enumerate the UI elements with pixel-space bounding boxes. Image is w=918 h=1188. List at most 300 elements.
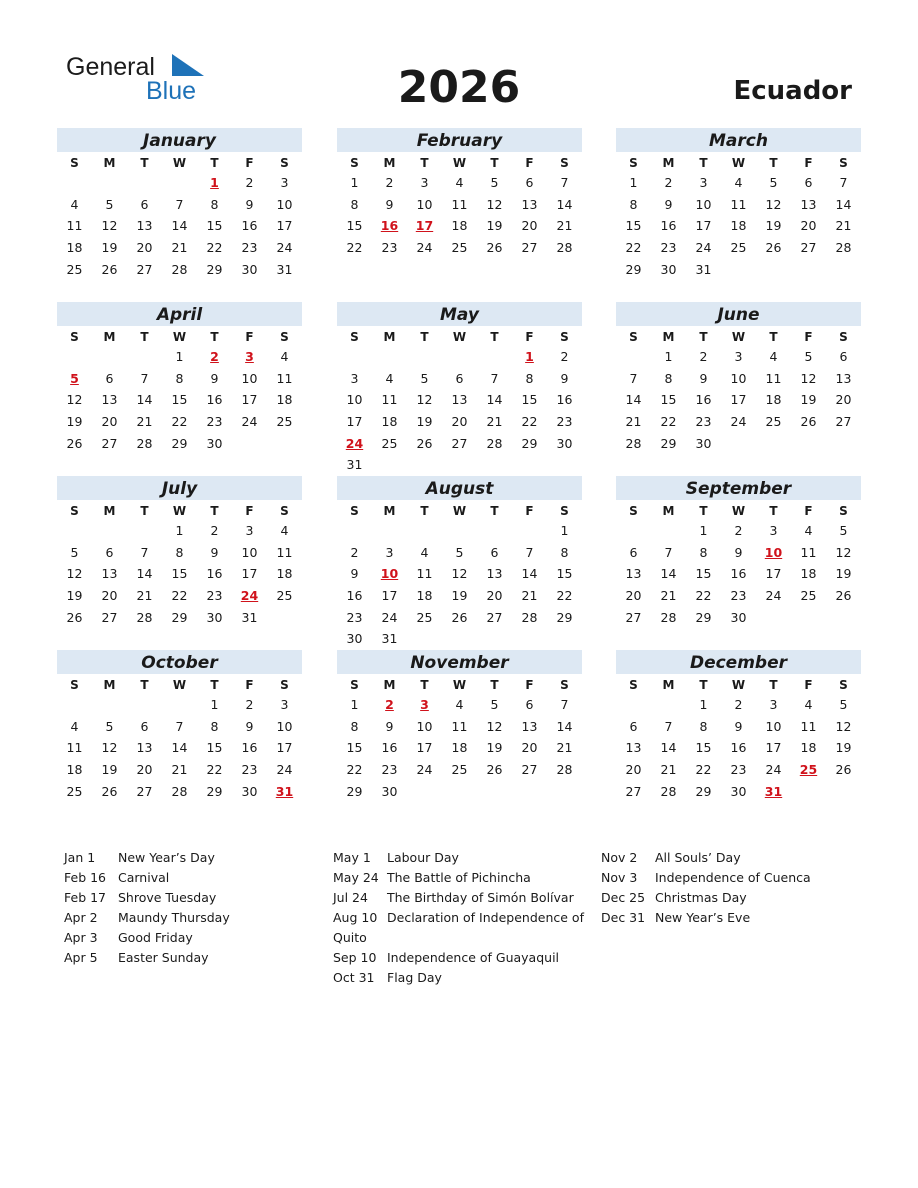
day-cell: 26 [101, 783, 118, 799]
day-cell: 7 [175, 718, 184, 734]
day-cell: 24 [276, 240, 293, 256]
day-cell: 1 [350, 697, 359, 712]
day-cell: 15 [346, 218, 363, 234]
weekday-header: S [280, 678, 289, 692]
day-cell: 12 [66, 566, 83, 582]
day-cell: 15 [171, 392, 188, 408]
day-cell: 11 [765, 370, 782, 386]
day-cell: 22 [346, 240, 363, 256]
day-cell: 19 [835, 566, 852, 582]
day-cell: 9 [245, 718, 254, 734]
weekday-header: S [280, 504, 289, 518]
empty-cell [57, 172, 92, 194]
month-title: June [616, 302, 861, 326]
month-title: October [57, 650, 302, 674]
weekday-header: S [70, 156, 79, 170]
holiday-date: Aug 10 [333, 910, 378, 925]
day-cell: 2 [734, 697, 743, 712]
day-cell: 5 [769, 175, 778, 190]
month-march [616, 128, 861, 280]
empty-cell [442, 346, 477, 368]
holiday-row [601, 868, 861, 888]
day-cell: 24 [765, 762, 782, 778]
day-cell: 4 [280, 523, 289, 538]
day-cell: 12 [101, 740, 118, 756]
day-cell: 7 [140, 370, 149, 386]
month-day-grid [616, 152, 861, 280]
weekday-header: F [525, 678, 534, 692]
holiday-date: Apr 2 [64, 910, 98, 925]
holiday-day-cell: 24 [240, 588, 259, 604]
weekday-header: M [103, 156, 116, 170]
day-cell: 16 [660, 218, 677, 234]
empty-cell [616, 694, 651, 716]
day-cell: 16 [206, 566, 223, 582]
weekday-header: T [420, 156, 429, 170]
holiday-day-cell: 17 [415, 218, 434, 234]
day-cell: 4 [769, 349, 778, 364]
day-cell: 18 [66, 240, 83, 256]
weekday-header: S [839, 504, 848, 518]
day-cell: 21 [835, 218, 852, 234]
day-cell: 25 [416, 609, 433, 625]
day-cell: 31 [695, 261, 712, 277]
day-cell: 21 [486, 414, 503, 430]
day-cell: 27 [521, 240, 538, 256]
day-cell: 9 [664, 196, 673, 212]
weekday-header: W [452, 156, 467, 170]
day-cell: 10 [241, 370, 258, 386]
month-title: May [337, 302, 582, 326]
day-cell: 13 [800, 196, 817, 212]
month-may [337, 302, 582, 476]
day-cell: 23 [381, 240, 398, 256]
weekday-header: S [560, 678, 569, 692]
day-cell: 27 [486, 609, 503, 625]
day-cell: 10 [276, 718, 293, 734]
day-cell: 28 [660, 783, 677, 799]
day-cell: 12 [765, 196, 782, 212]
weekday-header: W [172, 678, 187, 692]
holiday-day-cell: 3 [420, 697, 429, 712]
weekday-header: S [839, 330, 848, 344]
day-cell: 7 [560, 175, 569, 190]
day-cell: 11 [66, 740, 83, 756]
holiday-date: Sep 10 [333, 950, 377, 965]
holiday-day-cell: 1 [525, 349, 534, 364]
holiday-date: Oct 31 [333, 970, 375, 985]
holiday-name: Independence of Cuenca [655, 870, 811, 885]
day-cell: 29 [206, 261, 223, 277]
day-cell: 13 [521, 196, 538, 212]
weekday-header: T [210, 156, 219, 170]
month-day-grid [616, 326, 861, 454]
weekday-header: M [103, 330, 116, 344]
day-cell: 11 [800, 718, 817, 734]
day-cell: 11 [730, 196, 747, 212]
weekday-header: T [140, 678, 149, 692]
day-cell: 28 [171, 261, 188, 277]
day-cell: 5 [839, 697, 848, 712]
day-cell: 15 [660, 392, 677, 408]
weekday-header: S [839, 678, 848, 692]
day-cell: 12 [486, 196, 503, 212]
day-cell: 24 [730, 414, 747, 430]
month-day-grid [337, 674, 582, 802]
day-cell: 17 [730, 392, 747, 408]
weekday-header: S [70, 330, 79, 344]
day-cell: 10 [765, 718, 782, 734]
day-cell: 19 [451, 588, 468, 604]
weekday-header: S [629, 678, 638, 692]
day-cell: 16 [730, 740, 747, 756]
holiday-row [333, 928, 593, 948]
weekday-header: M [662, 678, 675, 692]
empty-cell [372, 520, 407, 542]
day-cell: 10 [730, 370, 747, 386]
empty-cell [616, 520, 651, 542]
day-cell: 7 [629, 370, 638, 386]
day-cell: 20 [800, 218, 817, 234]
month-title: December [616, 650, 861, 674]
weekday-header: T [140, 504, 149, 518]
day-cell: 6 [629, 718, 638, 734]
weekday-header: F [245, 678, 254, 692]
day-cell: 1 [699, 697, 708, 712]
empty-cell [407, 346, 442, 368]
holiday-row [601, 848, 861, 868]
holiday-date: May 24 [333, 870, 379, 885]
day-cell: 21 [556, 740, 573, 756]
day-cell: 4 [804, 523, 813, 538]
day-cell: 29 [171, 435, 188, 451]
day-cell: 6 [140, 196, 149, 212]
day-cell: 22 [206, 762, 223, 778]
month-october [57, 650, 302, 802]
day-cell: 19 [765, 218, 782, 234]
day-cell: 20 [451, 414, 468, 430]
weekday-header: M [383, 330, 396, 344]
day-cell: 20 [521, 740, 538, 756]
month-title: July [57, 476, 302, 500]
day-cell: 19 [66, 588, 83, 604]
day-cell: 18 [800, 740, 817, 756]
holiday-day-cell: 2 [385, 697, 394, 712]
weekday-header: W [172, 504, 187, 518]
month-title: April [57, 302, 302, 326]
day-cell: 18 [765, 392, 782, 408]
weekday-header: T [140, 156, 149, 170]
weekday-header: M [383, 156, 396, 170]
day-cell: 5 [105, 196, 114, 212]
month-day-grid [57, 152, 302, 280]
day-cell: 8 [350, 718, 359, 734]
day-cell: 21 [171, 762, 188, 778]
day-cell: 21 [660, 762, 677, 778]
day-cell: 19 [66, 414, 83, 430]
weekday-header: T [420, 678, 429, 692]
weekday-header: T [699, 678, 708, 692]
holiday-name: Maundy Thursday [118, 910, 230, 925]
day-cell: 13 [521, 718, 538, 734]
day-cell: 15 [695, 740, 712, 756]
holiday-row [64, 848, 324, 868]
day-cell: 19 [835, 740, 852, 756]
day-cell: 15 [556, 566, 573, 582]
day-cell: 6 [490, 544, 499, 560]
day-cell: 20 [136, 762, 153, 778]
day-cell: 18 [800, 566, 817, 582]
day-cell: 17 [416, 740, 433, 756]
weekday-header: M [103, 678, 116, 692]
holiday-row [333, 888, 593, 908]
day-cell: 4 [385, 370, 394, 386]
weekday-header: S [560, 156, 569, 170]
empty-cell [337, 346, 372, 368]
empty-cell [162, 694, 197, 716]
holiday-day-cell: 2 [210, 349, 219, 364]
day-cell: 14 [660, 566, 677, 582]
empty-cell [407, 520, 442, 542]
day-cell: 3 [420, 175, 429, 190]
day-cell: 3 [769, 697, 778, 712]
day-cell: 17 [381, 588, 398, 604]
day-cell: 8 [560, 544, 569, 560]
holiday-date: Apr 3 [64, 930, 98, 945]
day-cell: 23 [660, 240, 677, 256]
day-cell: 22 [171, 588, 188, 604]
weekday-header: M [662, 504, 675, 518]
day-cell: 18 [451, 740, 468, 756]
day-cell: 2 [245, 697, 254, 712]
holiday-day-cell: 5 [70, 370, 79, 386]
month-title: January [57, 128, 302, 152]
weekday-header: S [350, 504, 359, 518]
day-cell: 16 [381, 740, 398, 756]
holiday-name: New Year’s Eve [655, 910, 751, 925]
empty-cell [372, 346, 407, 368]
empty-cell [477, 346, 512, 368]
day-cell: 21 [171, 240, 188, 256]
day-cell: 19 [486, 218, 503, 234]
holiday-day-cell: 16 [380, 218, 399, 234]
day-cell: 25 [66, 783, 83, 799]
holiday-column [333, 848, 593, 988]
day-cell: 21 [136, 414, 153, 430]
holiday-row [601, 908, 861, 928]
day-cell: 24 [765, 588, 782, 604]
day-cell: 20 [521, 218, 538, 234]
day-cell: 20 [486, 588, 503, 604]
weekday-header: F [245, 156, 254, 170]
month-february [337, 128, 582, 259]
day-cell: 17 [241, 392, 258, 408]
month-title: August [337, 476, 582, 500]
day-cell: 1 [350, 175, 359, 190]
day-cell: 23 [730, 588, 747, 604]
day-cell: 21 [660, 588, 677, 604]
holiday-row [64, 868, 324, 888]
day-cell: 28 [171, 783, 188, 799]
empty-cell [616, 346, 651, 368]
day-cell: 5 [455, 544, 464, 560]
weekday-header: M [383, 504, 396, 518]
holiday-name: Good Friday [118, 930, 193, 945]
month-day-grid [337, 152, 582, 259]
day-cell: 9 [734, 718, 743, 734]
day-cell: 15 [206, 218, 223, 234]
day-cell: 5 [490, 697, 499, 712]
holiday-column [601, 848, 861, 928]
day-cell: 16 [695, 392, 712, 408]
day-cell: 26 [101, 261, 118, 277]
day-cell: 24 [695, 240, 712, 256]
day-cell: 27 [800, 240, 817, 256]
day-cell: 20 [136, 240, 153, 256]
day-cell: 17 [765, 566, 782, 582]
day-cell: 22 [171, 414, 188, 430]
day-cell: 12 [800, 370, 817, 386]
holiday-name: All Souls’ Day [655, 850, 741, 865]
day-cell: 1 [699, 523, 708, 538]
day-cell: 18 [276, 566, 293, 582]
month-september [616, 476, 861, 628]
day-cell: 11 [276, 544, 293, 560]
weekday-header: M [383, 678, 396, 692]
day-cell: 10 [416, 196, 433, 212]
day-cell: 9 [385, 718, 394, 734]
day-cell: 22 [625, 240, 642, 256]
day-cell: 26 [486, 240, 503, 256]
day-cell: 30 [206, 609, 223, 625]
day-cell: 1 [210, 697, 219, 712]
weekday-header: S [629, 330, 638, 344]
weekday-header: F [525, 156, 534, 170]
day-cell: 7 [664, 718, 673, 734]
weekday-header: S [70, 504, 79, 518]
day-cell: 29 [695, 609, 712, 625]
day-cell: 2 [210, 523, 219, 538]
empty-cell [92, 346, 127, 368]
day-cell: 13 [101, 566, 118, 582]
day-cell: 15 [625, 218, 642, 234]
day-cell: 10 [416, 718, 433, 734]
holiday-row [333, 848, 593, 868]
day-cell: 12 [835, 544, 852, 560]
day-cell: 2 [560, 349, 569, 364]
year-title: 2026 [397, 62, 521, 113]
holiday-name: Easter Sunday [118, 950, 209, 965]
day-cell: 8 [210, 196, 219, 212]
holiday-date: Quito [333, 930, 367, 945]
empty-cell [651, 520, 686, 542]
month-june [616, 302, 861, 454]
day-cell: 3 [734, 349, 743, 364]
day-cell: 4 [70, 196, 79, 212]
day-cell: 9 [699, 370, 708, 386]
day-cell: 12 [451, 566, 468, 582]
day-cell: 8 [175, 544, 184, 560]
calendar-header [0, 0, 918, 120]
day-cell: 7 [175, 196, 184, 212]
month-title: March [616, 128, 861, 152]
holiday-day-cell: 3 [245, 349, 254, 364]
day-cell: 25 [765, 414, 782, 430]
weekday-header: S [839, 156, 848, 170]
empty-cell [162, 172, 197, 194]
day-cell: 17 [276, 218, 293, 234]
weekday-header: W [731, 504, 746, 518]
day-cell: 28 [136, 435, 153, 451]
day-cell: 8 [525, 370, 534, 386]
day-cell: 8 [664, 370, 673, 386]
weekday-header: W [172, 156, 187, 170]
day-cell: 22 [660, 414, 677, 430]
day-cell: 21 [556, 218, 573, 234]
day-cell: 28 [556, 762, 573, 778]
holiday-row [64, 908, 324, 928]
holiday-column [64, 848, 324, 968]
day-cell: 9 [210, 544, 219, 560]
weekday-header: T [769, 156, 778, 170]
month-day-grid [337, 326, 582, 476]
day-cell: 3 [350, 370, 359, 386]
holiday-date: Feb 16 [64, 870, 107, 885]
day-cell: 16 [206, 392, 223, 408]
empty-cell [442, 520, 477, 542]
day-cell: 18 [730, 218, 747, 234]
weekday-header: T [769, 504, 778, 518]
day-cell: 11 [66, 218, 83, 234]
holiday-row [64, 888, 324, 908]
month-day-grid [337, 500, 582, 650]
day-cell: 17 [346, 414, 363, 430]
day-cell: 7 [490, 370, 499, 386]
holiday-row [333, 948, 593, 968]
day-cell: 30 [346, 631, 363, 647]
day-cell: 7 [140, 544, 149, 560]
day-cell: 28 [556, 240, 573, 256]
day-cell: 25 [730, 240, 747, 256]
day-cell: 6 [105, 544, 114, 560]
holiday-date: Jan 1 [64, 850, 96, 865]
holiday-day-cell: 1 [210, 175, 219, 190]
logo-word-blue: Blue [146, 77, 197, 105]
day-cell: 3 [280, 175, 289, 190]
holiday-date: Dec 31 [601, 910, 646, 925]
holiday-date: Dec 25 [601, 890, 646, 905]
day-cell: 14 [835, 196, 852, 212]
holiday-name: Christmas Day [655, 890, 747, 905]
day-cell: 5 [804, 349, 813, 364]
day-cell: 28 [835, 240, 852, 256]
holiday-date: Nov 2 [601, 850, 638, 865]
day-cell: 14 [521, 566, 538, 582]
month-day-grid [57, 500, 302, 628]
holiday-name: Declaration of Independence of [387, 910, 584, 925]
day-cell: 6 [455, 370, 464, 386]
day-cell: 11 [381, 392, 398, 408]
day-cell: 29 [625, 261, 642, 277]
day-cell: 21 [136, 588, 153, 604]
empty-cell [127, 172, 162, 194]
day-cell: 30 [556, 435, 573, 451]
weekday-header: S [350, 678, 359, 692]
day-cell: 23 [556, 414, 573, 430]
holiday-day-cell: 10 [764, 544, 783, 560]
day-cell: 21 [625, 414, 642, 430]
empty-cell [512, 520, 547, 542]
